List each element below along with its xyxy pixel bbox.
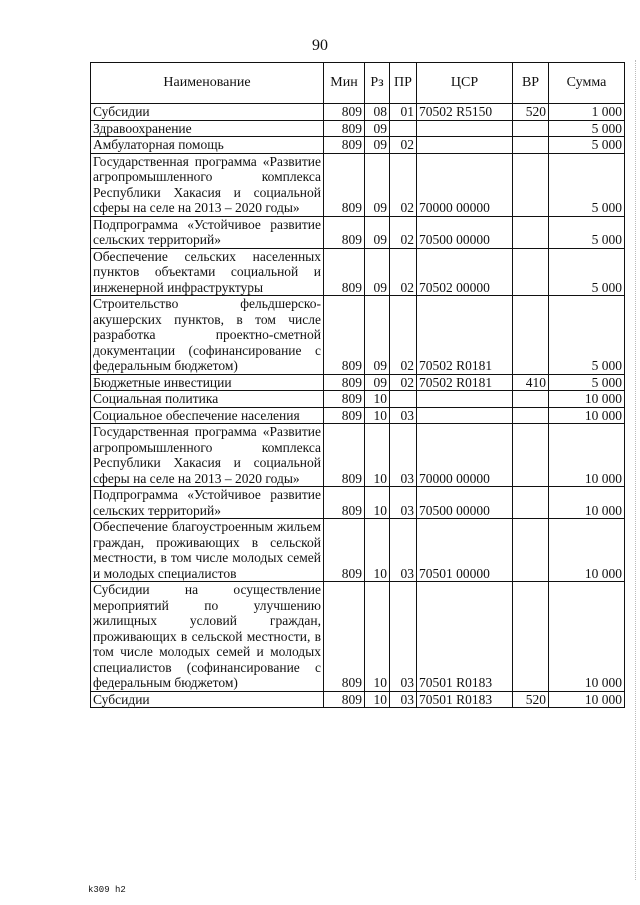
table-row (91, 424, 625, 487)
cell-sum: 10 000 (549, 424, 625, 487)
cell-csr (417, 120, 513, 137)
cell-csr: 70000 00000 (417, 153, 513, 216)
table-row (91, 391, 625, 408)
page-number: 90 (312, 37, 328, 54)
cell-vr (513, 296, 549, 375)
cell-min: 809 (324, 374, 365, 391)
cell-name: Бюджетные инвестиции (91, 374, 324, 391)
cell-min: 809 (324, 691, 365, 708)
cell-rz: 09 (365, 216, 390, 248)
cell-vr (513, 248, 549, 296)
cell-sum: 1 000 (549, 104, 625, 121)
cell-pr: 02 (390, 216, 417, 248)
cell-vr (513, 424, 549, 487)
cell-sum: 10 000 (549, 391, 625, 408)
cell-sum: 10 000 (549, 691, 625, 708)
cell-name: Субсидии (91, 104, 324, 121)
cell-sum: 5 000 (549, 153, 625, 216)
cell-rz: 09 (365, 120, 390, 137)
cell-min: 809 (324, 296, 365, 375)
cell-rz: 09 (365, 296, 390, 375)
budget-table (90, 62, 625, 708)
cell-csr: 70501 00000 (417, 519, 513, 582)
cell-rz: 10 (365, 691, 390, 708)
cell-name: Амбулаторная помощь (91, 137, 324, 154)
cell-sum: 5 000 (549, 296, 625, 375)
cell-csr: 70501 R0183 (417, 691, 513, 708)
cell-sum: 5 000 (549, 137, 625, 154)
cell-csr: 70502 R5150 (417, 104, 513, 121)
table-row (91, 582, 625, 692)
cell-pr (390, 120, 417, 137)
table-row (91, 104, 625, 121)
table-row (91, 248, 625, 296)
cell-vr (513, 407, 549, 424)
header-vr: ВР (513, 63, 549, 104)
cell-min: 809 (324, 120, 365, 137)
table-row (91, 519, 625, 582)
cell-name: Субсидии (91, 691, 324, 708)
cell-name: Обеспечение сельских населенных пунктов объектами социальной и инженерной инфраструктуры (91, 248, 324, 296)
cell-vr: 520 (513, 691, 549, 708)
table-row (91, 120, 625, 137)
cell-vr (513, 120, 549, 137)
cell-rz: 09 (365, 374, 390, 391)
cell-min: 809 (324, 582, 365, 692)
cell-name: Социальная политика (91, 391, 324, 408)
cell-name: Субсидии на осуществление мероприятий по улучшению жилищных условий граждан, проживающих в сельской местности, в том числе молодых семей и молодых специалистов (софинансирование с федеральным бюджетом) (91, 582, 324, 692)
cell-pr: 02 (390, 153, 417, 216)
table-row (91, 216, 625, 248)
cell-rz: 10 (365, 407, 390, 424)
cell-pr: 03 (390, 519, 417, 582)
cell-csr: 70502 R0181 (417, 296, 513, 375)
cell-sum: 10 000 (549, 407, 625, 424)
cell-min: 809 (324, 391, 365, 408)
cell-csr (417, 407, 513, 424)
cell-csr: 70000 00000 (417, 424, 513, 487)
cell-name: Социальное обеспечение населения (91, 407, 324, 424)
cell-rz: 10 (365, 582, 390, 692)
cell-rz: 08 (365, 104, 390, 121)
scan-edge-mark (634, 60, 636, 880)
header-name: Наименование (91, 63, 324, 104)
cell-min: 809 (324, 153, 365, 216)
cell-vr (513, 391, 549, 408)
cell-name: Государственная программа «Развитие агропромышленного комплекса Республики Хакасия и социальной сферы на селе на 2013 – 2020 годы» (91, 153, 324, 216)
cell-rz: 10 (365, 391, 390, 408)
cell-sum: 10 000 (549, 519, 625, 582)
cell-rz: 09 (365, 248, 390, 296)
cell-csr: 70502 R0181 (417, 374, 513, 391)
table-header-row (91, 63, 625, 104)
table-row (91, 691, 625, 708)
cell-name: Государственная программа «Развитие агропромышленного комплекса Республики Хакасия и социальной сферы на селе на 2013 – 2020 годы» (91, 424, 324, 487)
cell-sum: 10 000 (549, 487, 625, 519)
cell-rz: 10 (365, 487, 390, 519)
cell-vr: 520 (513, 104, 549, 121)
cell-min: 809 (324, 216, 365, 248)
cell-vr (513, 153, 549, 216)
cell-sum: 5 000 (549, 248, 625, 296)
table-row (91, 137, 625, 154)
cell-min: 809 (324, 137, 365, 154)
cell-sum: 5 000 (549, 374, 625, 391)
cell-rz: 10 (365, 519, 390, 582)
cell-min: 809 (324, 487, 365, 519)
cell-min: 809 (324, 104, 365, 121)
header-csr: ЦСР (417, 63, 513, 104)
cell-vr (513, 137, 549, 154)
cell-name: Строительство фельдшерско-акушерских пунктов, в том числе разработка проектно-сметной документации (софинансирование с федеральным бюджетом) (91, 296, 324, 375)
cell-pr: 03 (390, 691, 417, 708)
table-row (91, 296, 625, 375)
cell-pr: 02 (390, 296, 417, 375)
cell-name: Обеспечение благоустроенным жильем граждан, проживающих в сельской местности, в том числе молодых семей и молодых специалистов (91, 519, 324, 582)
table-row (91, 374, 625, 391)
cell-name: Подпрограмма «Устойчивое развитие сельских территорий» (91, 216, 324, 248)
cell-pr: 03 (390, 582, 417, 692)
footer-code: k309 h2 (88, 885, 126, 895)
header-pr: ПР (390, 63, 417, 104)
cell-csr: 70500 00000 (417, 487, 513, 519)
cell-pr: 02 (390, 137, 417, 154)
table-row (91, 487, 625, 519)
cell-rz: 09 (365, 153, 390, 216)
cell-pr: 03 (390, 424, 417, 487)
cell-sum: 5 000 (549, 216, 625, 248)
cell-min: 809 (324, 248, 365, 296)
cell-min: 809 (324, 407, 365, 424)
cell-vr (513, 487, 549, 519)
cell-vr (513, 582, 549, 692)
table-row (91, 153, 625, 216)
header-rz: Рз (365, 63, 390, 104)
cell-pr: 02 (390, 374, 417, 391)
cell-rz: 09 (365, 137, 390, 154)
cell-pr: 02 (390, 248, 417, 296)
cell-csr: 70501 R0183 (417, 582, 513, 692)
cell-vr: 410 (513, 374, 549, 391)
cell-sum: 10 000 (549, 582, 625, 692)
cell-pr: 01 (390, 104, 417, 121)
cell-vr (513, 519, 549, 582)
cell-min: 809 (324, 519, 365, 582)
cell-name: Подпрограмма «Устойчивое развитие сельских территорий» (91, 487, 324, 519)
cell-sum: 5 000 (549, 120, 625, 137)
cell-pr: 03 (390, 487, 417, 519)
table-row (91, 407, 625, 424)
cell-csr: 70500 00000 (417, 216, 513, 248)
cell-csr: 70502 00000 (417, 248, 513, 296)
header-min: Мин (324, 63, 365, 104)
cell-name: Здравоохранение (91, 120, 324, 137)
cell-pr: 03 (390, 407, 417, 424)
cell-csr (417, 137, 513, 154)
cell-csr (417, 391, 513, 408)
header-sum: Сумма (549, 63, 625, 104)
cell-vr (513, 216, 549, 248)
cell-pr (390, 391, 417, 408)
cell-min: 809 (324, 424, 365, 487)
cell-rz: 10 (365, 424, 390, 487)
